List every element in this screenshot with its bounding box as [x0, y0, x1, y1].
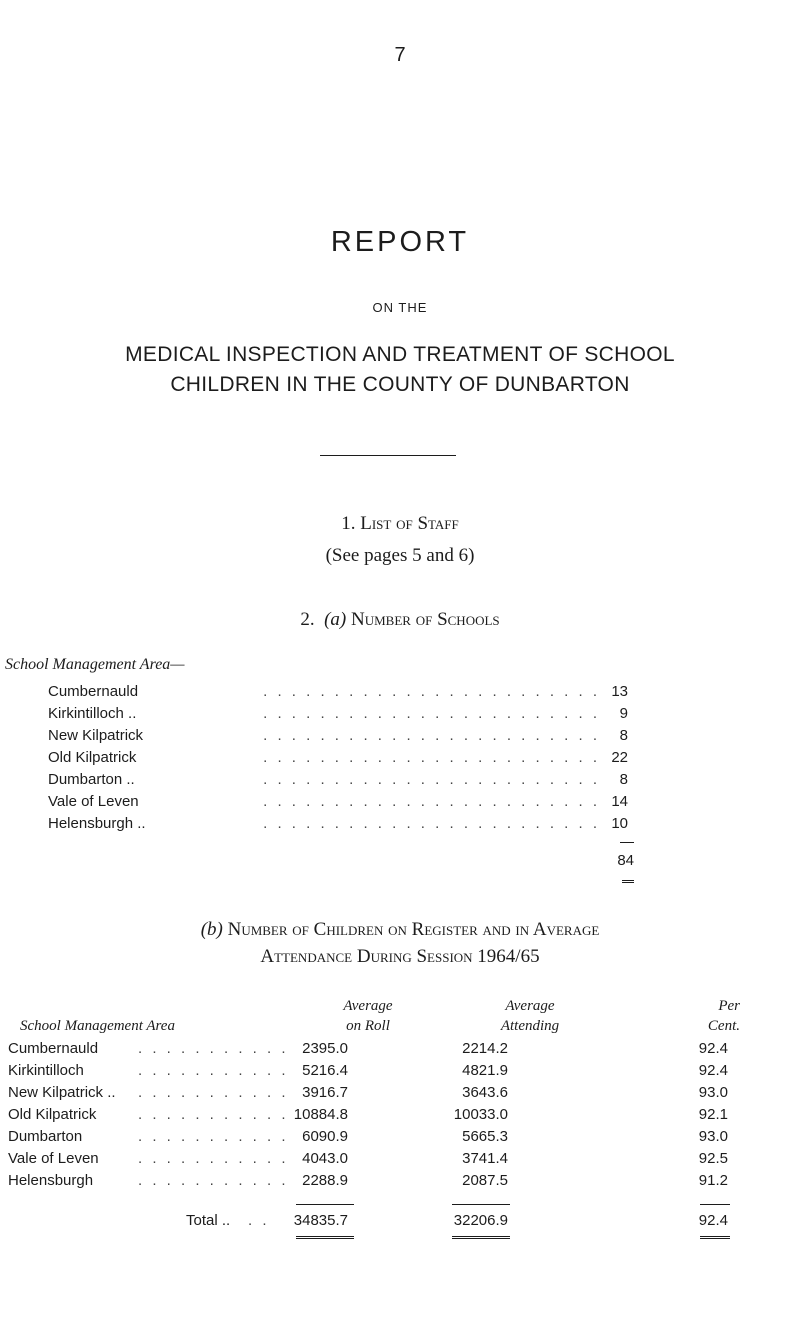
row-attending: 3741.4: [462, 1150, 508, 1167]
dot-leader: . . . . . . . . . . .: [138, 1128, 289, 1145]
row-roll: 3916.7: [302, 1084, 348, 1101]
dot-leader: . . . . . . . . . . .: [138, 1084, 289, 1101]
dot-leader: . . . . . . . . . . .: [138, 1040, 289, 1057]
row-attending: 10033.0: [453, 1106, 508, 1123]
area-name: Old Kilpatrick: [48, 749, 137, 766]
main-title: [0, 340, 800, 400]
section-2b-letter: (b): [200, 919, 223, 940]
row-area: Helensburgh: [8, 1172, 94, 1189]
area-name: Vale of Leven: [48, 793, 139, 810]
row-percent: 92.5: [698, 1150, 728, 1167]
main-title-line-1: MEDICAL INSPECTION AND TREATMENT OF SCHOOL: [125, 343, 675, 366]
school-count: 9: [619, 705, 628, 722]
row-area: Cumbernauld: [8, 1040, 99, 1057]
col-header-percent: [660, 996, 740, 1036]
total-roll: 34835.7: [293, 1212, 348, 1229]
row-attending: 3643.6: [462, 1084, 508, 1101]
school-count-row: [48, 727, 628, 749]
row-area: Dumbarton: [8, 1128, 83, 1145]
col-header-roll-2: on Roll: [346, 1018, 390, 1034]
section-1-number: 1.: [341, 513, 356, 534]
row-percent: 92.4: [698, 1062, 728, 1079]
percent-total-rule: [700, 1236, 730, 1239]
school-count: 14: [611, 793, 628, 810]
row-roll: 10884.8: [293, 1106, 348, 1123]
school-count-row: [48, 683, 628, 705]
roll-sum-rule: [296, 1204, 354, 1205]
table-row: [8, 1172, 740, 1194]
row-roll: 5216.4: [302, 1062, 348, 1079]
section-1-title: List of Staff: [360, 513, 459, 534]
row-area: Kirkintilloch: [8, 1062, 84, 1079]
col-header-pct-2: Cent.: [707, 1018, 740, 1034]
attending-total-rule: [452, 1236, 510, 1239]
section-2a-heading: [0, 609, 800, 631]
attending-sum-rule: [452, 1204, 510, 1205]
dot-leader: . . . . . . . . . . . . . . . . . . . . . . . .: [263, 705, 600, 722]
sum-rule: [620, 842, 634, 843]
dot-leader: . . . . . . . . . . .: [138, 1150, 289, 1167]
total-schools: 84: [617, 852, 634, 869]
dot-leader: . . . . . . . . . . . . . . . . . . . . . . . .: [263, 815, 600, 832]
dot-leader: . . . . . . . . . . . . . . . . . . . . . . . .: [263, 771, 600, 788]
total-label: Total ..: [186, 1212, 231, 1229]
row-roll: 6090.9: [302, 1128, 348, 1145]
col-header-att-1: Average: [505, 998, 555, 1014]
row-percent: 93.0: [698, 1128, 728, 1145]
dot-leader: . . . . . . . . . . .: [138, 1172, 289, 1189]
table-row: [8, 1040, 740, 1062]
school-count-row: [48, 705, 628, 727]
section-2b-heading-line-2: Attendance During Session 1964/65: [260, 946, 540, 967]
school-count: 13: [611, 683, 628, 700]
table-row: [8, 1084, 740, 1106]
row-percent: 91.2: [698, 1172, 728, 1189]
row-roll: 4043.0: [302, 1150, 348, 1167]
main-title-line-2: CHILDREN IN THE COUNTY OF DUNBARTON: [170, 373, 630, 396]
school-count: 10: [611, 815, 628, 832]
section-2b-title-1: Number of Children on Register and in Average: [227, 919, 600, 940]
col-header-area: School Management Area: [20, 1018, 175, 1034]
dot-leader: . . . . . . . . . . . . . . . . . . . . . . . .: [263, 683, 600, 700]
roll-total-rule: [296, 1236, 354, 1239]
dot-leader: . . . . . . . . . . . . . . . . . . . . . . . .: [263, 749, 600, 766]
school-count: 8: [619, 771, 628, 788]
dot-leader: . . . . . . . . . . . . . . . . . . . . . . . .: [263, 727, 600, 744]
section-2-number: 2.: [300, 609, 315, 630]
area-name: Cumbernauld: [48, 683, 139, 700]
row-attending: 2087.5: [462, 1172, 508, 1189]
area-name: New Kilpatrick: [48, 727, 144, 744]
school-count: 8: [619, 727, 628, 744]
section-1-note: (See pages 5 and 6): [325, 545, 475, 566]
dot-leader: . . . . . . . . . . . . . . . . . . . . . . . .: [263, 793, 600, 810]
dot-leader: . . . . . . . . . . .: [138, 1062, 289, 1079]
school-count-row: [48, 815, 628, 837]
dot-leader: . .: [248, 1212, 270, 1229]
col-header-att-2: Attending: [500, 1018, 560, 1034]
school-count-row: [48, 793, 628, 815]
col-header-roll-1: Average: [343, 998, 393, 1014]
row-area: Vale of Leven: [8, 1150, 99, 1167]
row-attending: 2214.2: [462, 1040, 508, 1057]
col-header-attending: [480, 996, 580, 1036]
total-attending: 32206.9: [453, 1212, 508, 1229]
area-heading: School Management Area—: [5, 656, 185, 673]
total-percent: 92.4: [698, 1212, 728, 1229]
section-2a-letter: (a): [324, 609, 347, 630]
row-percent: 93.0: [698, 1084, 728, 1101]
row-attending: 4821.9: [462, 1062, 508, 1079]
area-name: Helensburgh ..: [48, 815, 146, 832]
row-area: Old Kilpatrick: [8, 1106, 97, 1123]
section-1-heading: [0, 513, 800, 535]
row-attending: 5665.3: [462, 1128, 508, 1145]
percent-sum-rule: [700, 1204, 730, 1205]
row-percent: 92.1: [698, 1106, 728, 1123]
col-header-pct-1: Per: [718, 998, 740, 1014]
school-count-row: [48, 749, 628, 771]
section-2b-heading: [0, 916, 800, 970]
total-row: [8, 1212, 740, 1234]
total-rule: [622, 880, 634, 883]
row-area: New Kilpatrick ..: [8, 1084, 116, 1101]
dot-leader: . . . . . . . . . . .: [138, 1106, 289, 1123]
row-roll: 2288.9: [302, 1172, 348, 1189]
row-roll: 2395.0: [302, 1040, 348, 1057]
col-header-roll: [318, 996, 418, 1036]
report-title: REPORT: [330, 226, 470, 258]
school-count-row: [48, 771, 628, 793]
section-2b-heading-line-1: [0, 916, 800, 943]
table-row: [8, 1106, 740, 1128]
area-name: Kirkintilloch ..: [48, 705, 137, 722]
table-row: [8, 1062, 740, 1084]
school-count: 22: [611, 749, 628, 766]
page-number: 7: [394, 44, 406, 66]
divider: [320, 455, 456, 456]
table-row: [8, 1150, 740, 1172]
report-subtitle: ON THE: [372, 300, 428, 315]
section-2a-title: Number of Schools: [351, 609, 500, 630]
row-percent: 92.4: [698, 1040, 728, 1057]
area-name: Dumbarton ..: [48, 771, 135, 788]
table-row: [8, 1128, 740, 1150]
